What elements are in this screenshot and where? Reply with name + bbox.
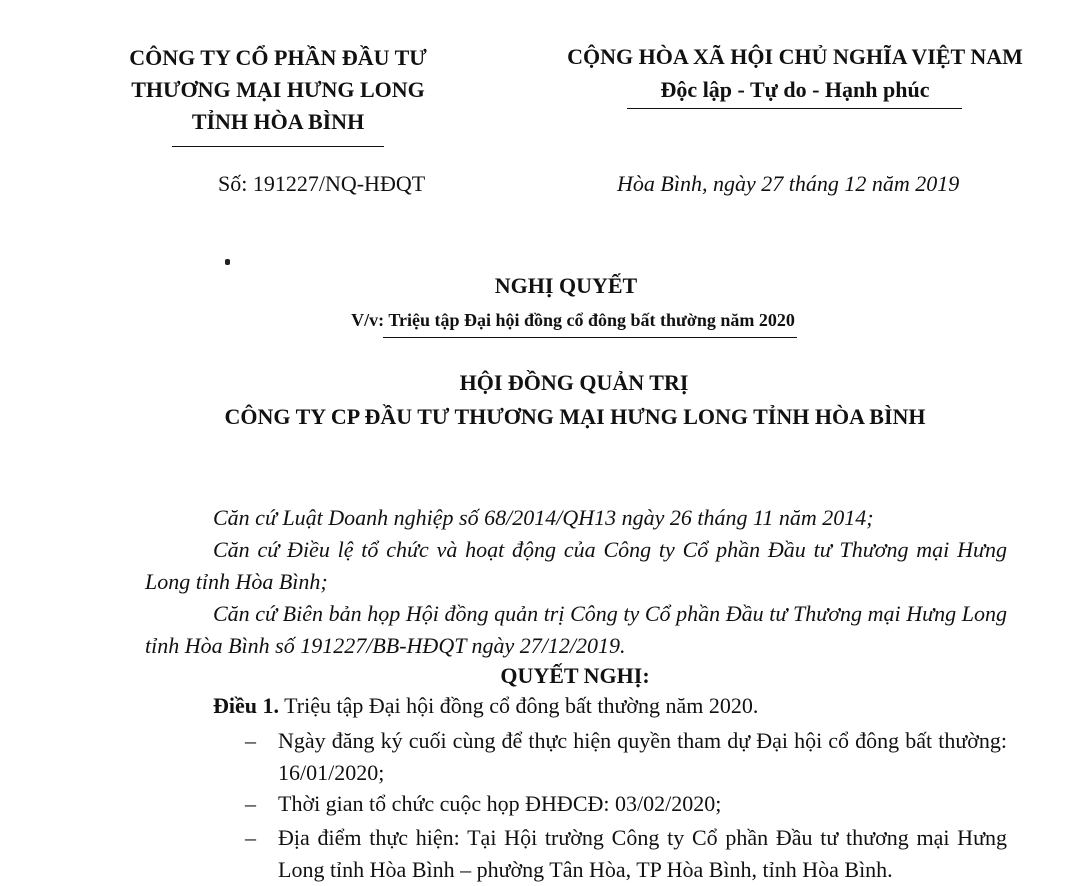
document-number: Số: 191227/NQ-HĐQT [218, 171, 426, 196]
article-1-text: Triệu tập Đại hội đồng cổ đông bất thường năm 2020. [279, 693, 759, 718]
dash-bullet: – [245, 791, 256, 816]
company-underline [172, 146, 384, 147]
scan-speck [225, 259, 230, 265]
article-1 [213, 693, 758, 719]
list-item [245, 822, 1007, 886]
subject-underline [383, 337, 797, 338]
issuer-line-2: CÔNG TY CP ĐẦU TƯ THƯƠNG MẠI HƯNG LONG TỈNH HÒA BÌNH [224, 404, 926, 429]
legal-basis-2: Căn cứ Điều lệ tổ chức và hoạt động của Công ty Cổ phần Đầu tư Thương mại Hưng Long tỉnh Hòa Bình; [145, 537, 1007, 594]
document-title: NGHỊ QUYẾT [494, 273, 638, 298]
legal-basis-1: Căn cứ Luật Doanh nghiệp số 68/2014/QH13 ngày 26 tháng 11 năm 2014; [213, 505, 874, 530]
issuer-line-1: HỘI ĐỒNG QUẢN TRỊ [459, 370, 689, 395]
document-subject: V/v: Triệu tập Đại hội đồng cổ đông bất thường năm 2020 [351, 310, 795, 330]
dash-bullet: – [245, 825, 256, 850]
list-item [245, 788, 1007, 820]
company-name-line-1: CÔNG TY CỔ PHẦN ĐẦU TƯ [129, 45, 427, 70]
list-item-text: Địa điểm thực hiện: Tại Hội trường Công ty Cổ phần Đầu tư thương mại Hưng Long tỉnh Hòa Bình – phường Tân Hòa, TP Hòa Bình, tỉnh Hòa Bình. [278, 825, 1007, 882]
legal-basis-3: Căn cứ Biên bản họp Hội đồng quản trị Công ty Cổ phần Đầu tư Thương mại Hưng Long tỉnh Hòa Bình số 191227/BB-HĐQT ngày 27/12/2019. [145, 601, 1007, 658]
dash-bullet: – [245, 728, 256, 753]
place-date: Hòa Bình, ngày 27 tháng 12 năm 2019 [617, 171, 960, 196]
list-item-text: Thời gian tổ chức cuộc họp ĐHĐCĐ: 03/02/2020; [278, 791, 722, 816]
nation-title: CỘNG HÒA XÃ HỘI CHỦ NGHĨA VIỆT NAM [567, 44, 1023, 69]
company-name-line-3: TỈNH HÒA BÌNH [191, 109, 365, 134]
list-item [245, 725, 1007, 789]
nation-motto: Độc lập - Tự do - Hạnh phúc [660, 77, 930, 102]
motto-underline [627, 108, 962, 109]
article-1-label: Điều 1. [213, 693, 279, 718]
list-item-text: Ngày đăng ký cuối cùng để thực hiện quyền tham dự Đại hội cổ đông bất thường: 16/01/2020; [278, 728, 1007, 785]
resolution-heading: QUYẾT NGHỊ: [500, 663, 650, 688]
company-name-line-2: THƯƠNG MẠI HƯNG LONG [131, 77, 425, 102]
